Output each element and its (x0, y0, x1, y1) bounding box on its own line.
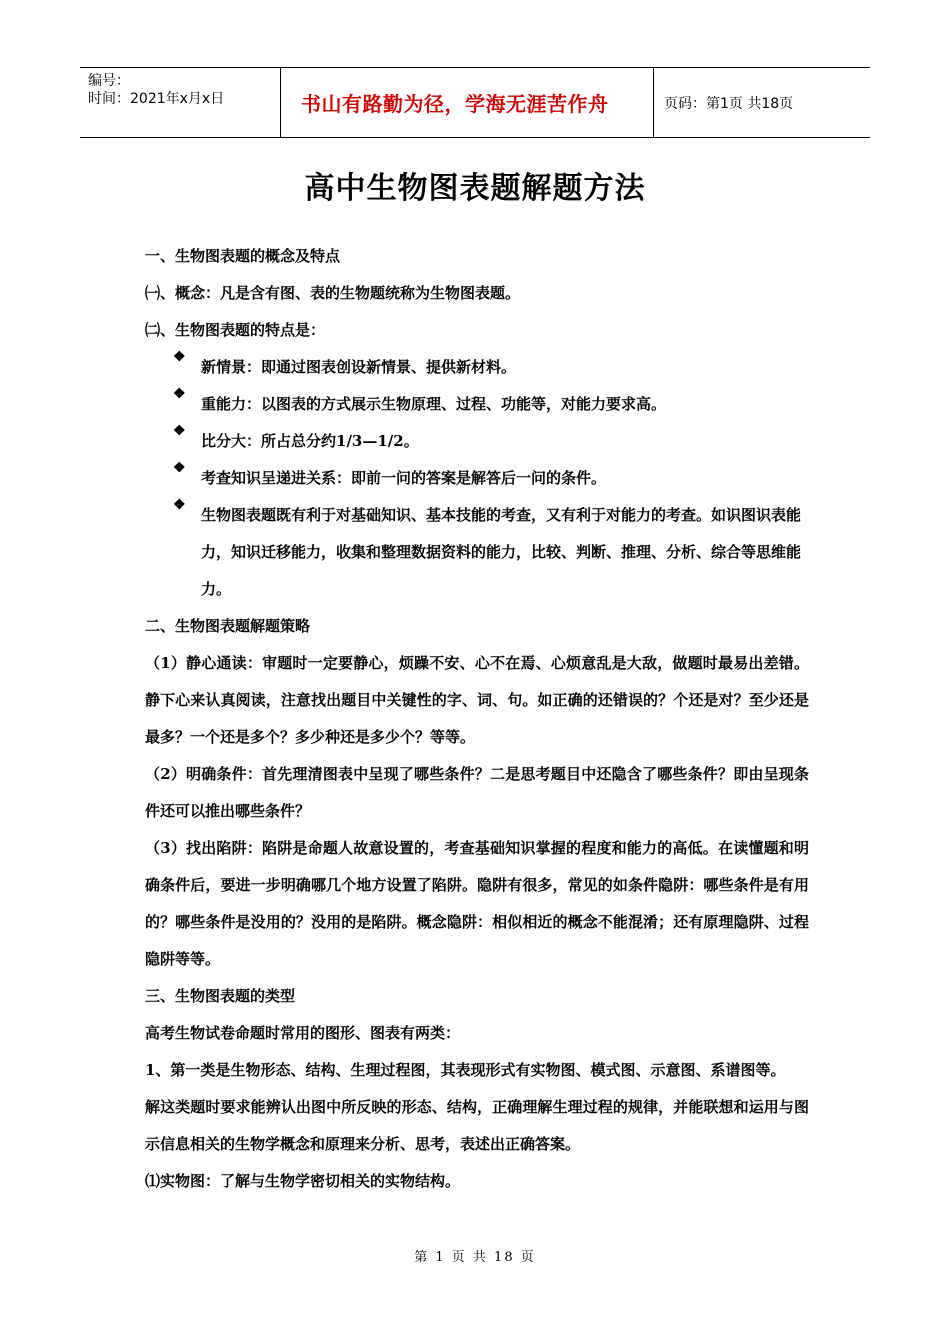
time-label: 时间：2021年x月x日 (88, 91, 225, 107)
section3-heading: 三、生物图表题的类型 (145, 987, 296, 1005)
header-motto-cell (281, 68, 654, 137)
page-footer: 第 1 页 共 18 页 (414, 1250, 536, 1265)
diamond-bullet-icon: ❖ (173, 349, 186, 365)
feature-bullet (145, 423, 809, 460)
feature-text: 比分大：所占总分约1/3—1/2。 (201, 432, 419, 450)
document-header (80, 67, 870, 138)
header-motto: 书山有路勤为径，学海无涯苦作舟 (301, 92, 609, 116)
diamond-bullet-icon: ❖ (173, 423, 186, 439)
feature-bullet (145, 497, 809, 608)
feature-bullet (145, 386, 809, 423)
section1-heading: 一、生物图表题的概念及特点 (145, 247, 341, 265)
header-page-info: 页码：第1页 共18页 (664, 95, 794, 112)
types-intro: 高考生物试卷命题时常用的图形、图表有两类： (145, 1024, 461, 1042)
subtype-line: ⑴实物图：了解与生物学密切相关的实物结构。 (145, 1172, 461, 1190)
section2-heading: 二、生物图表题解题策略 (145, 617, 311, 635)
header-meta-cell (80, 68, 281, 137)
document-body (145, 238, 809, 1200)
diamond-bullet-icon: ❖ (173, 386, 186, 402)
feature-text: 新情景：即通过图表创设新情景、提供新材料。 (201, 358, 517, 376)
feature-text: 生物图表题既有利于对基础知识、基本技能的考查，又有利于对能力的考查。如识图识表能力，知识迁移能力，收集和整理数据资料的能力，比较、判断、推理、分析、综合等思维能力。 (201, 506, 802, 598)
features-heading: ㈡、生物图表题的特点是： (145, 321, 326, 339)
page-title: 高中生物图表题解题方法 (304, 171, 646, 206)
type1-paragraph: 1、第一类是生物形态、结构、生理过程图，其表现形式有实物图、模式图、示意图、系谱图等。 (145, 1061, 786, 1079)
feature-bullet (145, 349, 809, 386)
concept-line: ㈠、概念：凡是含有图、表的生物题统称为生物图表题。 (145, 284, 521, 302)
strategy-paragraph: （2）明确条件：首先理清图表中呈现了哪些条件？二是思考题目中还隐含了哪些条件？即由呈现条件还可以推出哪些条件？ (145, 765, 809, 820)
feature-text: 重能力：以图表的方式展示生物原理、过程、功能等，对能力要求高。 (201, 395, 667, 413)
header-page-cell (654, 68, 870, 137)
diamond-bullet-icon: ❖ (173, 497, 186, 513)
strategy-paragraph: （1）静心通读：审题时一定要静心，烦躁不安、心不在焉、心烦意乱是大敌，做题时最易出差错。静下心来认真阅读，注意找出题目中关键性的字、词、句。如正确的还错误的？个还是对？至少还是最多？一个还是多个？多少种还是多少个？等等。 (145, 654, 809, 746)
diamond-bullet-icon: ❖ (173, 460, 186, 476)
type1-description: 解这类题时要求能辨认出图中所反映的形态、结构，正确理解生理过程的规律，并能联想和运用与图示信息相关的生物学概念和原理来分析、思考，表述出正确答案。 (145, 1098, 809, 1153)
number-label: 编号： (88, 73, 130, 89)
strategy-paragraph: （3）找出陷阱：陷阱是命题人故意设置的，考查基础知识掌握的程度和能力的高低。在读懂题和明确条件后，要进一步明确哪几个地方设置了陷阱。隐阱有很多，常见的如条件隐阱：哪些条件是有用的？哪些条件是没用的？没用的是陷阱。概念隐阱：相似相近的概念不能混淆；还有原理隐阱、过程隐阱等等。 (145, 839, 809, 968)
feature-text: 考查知识呈递进关系：即前一问的答案是解答后一问的条件。 (201, 469, 607, 487)
feature-bullet (145, 460, 809, 497)
